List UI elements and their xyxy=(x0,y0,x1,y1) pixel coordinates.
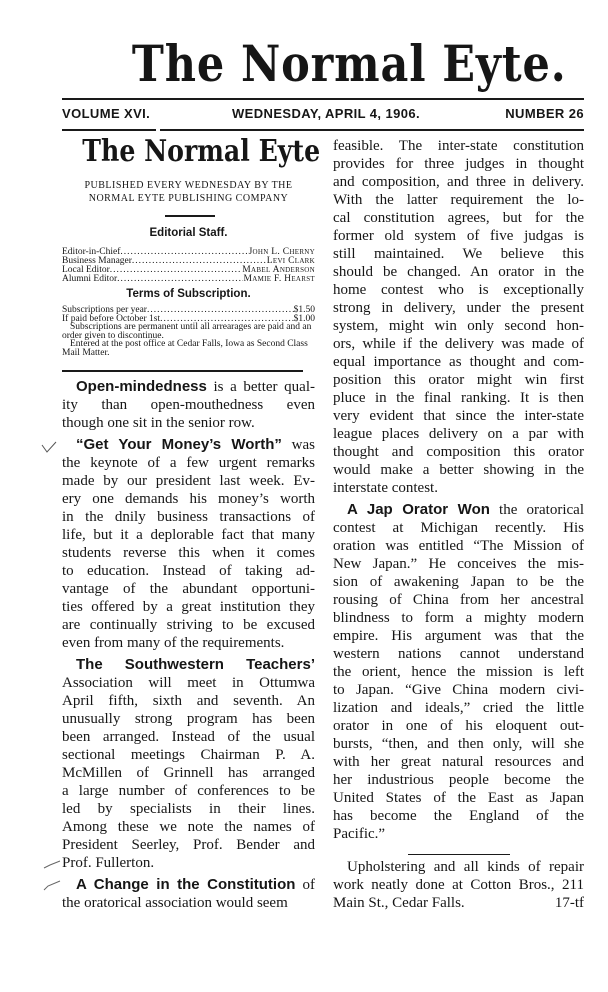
text-line xyxy=(333,753,584,771)
line-text: contest at Michigan recently. His xyxy=(333,520,584,536)
line-text: April fifth, sixth and seventh. An xyxy=(62,693,315,709)
text-line xyxy=(333,281,584,299)
text-line xyxy=(62,656,315,674)
line-text: a large number of conferences to be xyxy=(62,783,315,799)
line-text: bursts, “then, and then only, will she xyxy=(333,736,584,752)
text-line xyxy=(62,782,315,800)
line-text: vantage of the abundant opportuni- xyxy=(62,581,315,597)
subscription-label: If paid before October 1st xyxy=(62,314,161,324)
article-paragraph xyxy=(62,656,315,872)
line-text: position this orator might win first xyxy=(333,372,584,388)
line-text: should be changed. An orator in the xyxy=(333,264,584,280)
article-paragraph xyxy=(62,378,315,432)
subscription-price: $1.00 xyxy=(293,314,315,324)
pencil-check-icon xyxy=(42,860,62,870)
line-text: home contest who is exceptionally xyxy=(333,282,584,298)
line-text: provides for three judges in thought xyxy=(333,156,584,172)
line-text: even from many of the requirements. xyxy=(62,635,285,651)
line-text: was xyxy=(281,437,315,453)
text-line xyxy=(62,562,315,580)
staff-role: Business Manager xyxy=(62,256,132,266)
text-line xyxy=(333,717,584,735)
staff-role: Editor-in-Chief xyxy=(62,247,121,257)
line-text: Pacific.” xyxy=(333,826,386,842)
subscription-label: Subscriptions per year xyxy=(62,305,147,315)
dot-leader xyxy=(120,248,248,257)
text-line xyxy=(62,414,315,432)
text-line xyxy=(333,479,584,497)
line-text: students reverse this when it comes xyxy=(62,545,315,561)
text-line xyxy=(62,728,315,746)
line-text: thought and composition this orator xyxy=(333,444,584,460)
text-line xyxy=(62,674,315,692)
line-text: unusually strong program has been xyxy=(62,711,315,727)
text-line xyxy=(333,461,584,479)
article-headline: “Get Your Money’s Worth” xyxy=(76,436,282,453)
line-text: league places delivery on a par with xyxy=(333,426,584,442)
left-column xyxy=(62,378,315,916)
line-text: oration was entitled “The Mission of xyxy=(333,538,584,554)
staff-name: Levi Clark xyxy=(266,256,315,266)
text-line xyxy=(333,137,584,155)
subscription-price: $1.50 xyxy=(293,305,315,315)
box-bottom-rule xyxy=(62,370,303,372)
line-text: has become the England of the xyxy=(333,808,584,824)
text-line xyxy=(333,155,584,173)
text-line xyxy=(62,526,315,544)
text-line xyxy=(62,710,315,728)
text-line xyxy=(62,818,315,836)
text-line xyxy=(333,789,584,807)
line-text: the keynote of a few urgent remarks xyxy=(62,455,315,471)
ad-line: work neatly done at Cotton Bros., 211 xyxy=(333,877,584,893)
text-line xyxy=(62,490,315,508)
dateline-rule-right xyxy=(160,129,584,131)
ad-divider xyxy=(408,854,510,855)
line-text: pluce in the final ranking. It is then xyxy=(333,390,584,406)
volume-label: VOLUME XVI. xyxy=(62,106,151,121)
line-text: ity than open-mouthedness even xyxy=(62,397,315,413)
text-line xyxy=(62,472,315,490)
line-text: with her great natural resources and xyxy=(333,754,584,770)
line-text: feasible. The inter-state constitution xyxy=(333,138,584,154)
text-line xyxy=(333,501,584,519)
article-paragraph xyxy=(62,436,315,652)
text-line xyxy=(333,263,584,281)
staff-name: John L. Cherny xyxy=(248,247,315,257)
text-line xyxy=(333,353,584,371)
article-headline: A Change in the Constitution xyxy=(76,876,296,893)
staff-role: Local Editor xyxy=(62,265,110,275)
text-line xyxy=(62,894,315,912)
pencil-check-icon xyxy=(42,880,62,892)
text-line xyxy=(333,825,584,843)
text-line xyxy=(333,591,584,609)
text-line xyxy=(62,544,315,562)
line-text: Among these we note the names of xyxy=(62,819,315,835)
subscription-notes xyxy=(62,323,315,357)
ad-address: Main St., Cedar Falls. xyxy=(333,895,465,911)
line-text: system, might win only second hon- xyxy=(333,318,584,334)
text-line xyxy=(62,746,315,764)
text-line xyxy=(333,335,584,353)
text-line xyxy=(333,627,584,645)
line-text: and composition, and three in delivery. xyxy=(333,174,584,190)
text-line xyxy=(333,191,584,209)
box-title: The Normal Eyte xyxy=(82,134,321,169)
dateline-rule-left xyxy=(62,129,156,131)
text-line xyxy=(333,663,584,681)
ad-code: 17-tf xyxy=(554,895,584,911)
text-line xyxy=(333,389,584,407)
published-line: NORMAL EYTE PUBLISHING COMPANY xyxy=(88,193,289,204)
text-line xyxy=(333,771,584,789)
text-line xyxy=(62,508,315,526)
ad-line: Upholstering and all kinds of repair xyxy=(347,859,584,875)
staff-row xyxy=(62,275,315,284)
article-headline: The Southwestern Teachers’ xyxy=(76,656,315,673)
issue-date: WEDNESDAY, APRIL 4, 1906. xyxy=(232,106,420,121)
text-line xyxy=(62,436,315,454)
text-line xyxy=(62,634,315,652)
text-line xyxy=(333,407,584,425)
line-text: With the latter requirement the lo- xyxy=(333,192,584,208)
text-line xyxy=(333,807,584,825)
text-line xyxy=(62,616,315,634)
line-text: equal importance as thought and com- xyxy=(333,354,584,370)
line-text: McMillen of Grinnell has arranged xyxy=(62,765,315,781)
text-line xyxy=(333,173,584,191)
line-text: still maintained. We believe this xyxy=(333,246,584,262)
advertisement xyxy=(333,858,584,912)
text-line xyxy=(62,598,315,616)
text-line xyxy=(62,692,315,710)
text-line xyxy=(333,573,584,591)
line-text: United States of the East as Japan xyxy=(333,790,584,806)
pencil-check-icon xyxy=(40,441,58,455)
line-text: in the dnily business transactions of xyxy=(62,509,315,525)
newspaper-masthead: The Normal Eyte. xyxy=(131,34,567,93)
line-text: been arranged. Instead of the usual xyxy=(62,729,315,745)
line-text: interstate contest. xyxy=(333,480,438,496)
article-paragraph xyxy=(62,876,315,912)
subscription-heading: Terms of Subscription. xyxy=(126,288,251,300)
text-line xyxy=(62,854,315,872)
ad-line xyxy=(333,894,584,912)
text-line xyxy=(62,800,315,818)
line-text: strong in delivery, under the present xyxy=(333,300,584,316)
line-text: ties offered by a great institution they xyxy=(62,599,315,615)
line-text: of xyxy=(295,877,315,893)
text-line xyxy=(333,645,584,663)
line-text: rousing of China from her ancestral xyxy=(333,592,584,608)
line-text: very evident that since the inter-state xyxy=(333,408,584,424)
article-headline: A Jap Orator Won xyxy=(347,501,490,518)
text-line xyxy=(333,609,584,627)
dot-leader xyxy=(147,306,294,315)
line-text: sectional meetings Chairman P. A. xyxy=(62,747,315,763)
article-paragraph xyxy=(333,137,584,497)
text-line xyxy=(62,396,315,414)
text-line xyxy=(333,245,584,263)
box-divider xyxy=(165,215,215,217)
editorial-staff-heading: Editorial Staff. xyxy=(149,227,228,239)
line-text: is a better qual- xyxy=(206,379,315,395)
line-text: though one sit in the senior row. xyxy=(62,415,255,431)
line-text: ors, while if the delivery was made of xyxy=(333,336,584,352)
masthead-rule xyxy=(62,98,584,100)
line-text: her industrious people become the xyxy=(333,772,584,788)
text-line xyxy=(333,227,584,245)
text-line xyxy=(62,764,315,782)
line-text: the orient, hence the mission is left xyxy=(333,664,584,680)
line-text: to Japan. “Give China modern civi- xyxy=(333,682,584,698)
line-text: sion of awakening Japan to be the xyxy=(333,574,584,590)
line-text: lization and ideals,” cried the little xyxy=(333,700,584,716)
text-line xyxy=(333,209,584,227)
line-text: ery one demands his money’s worth xyxy=(62,491,315,507)
line-text: the oratorical xyxy=(489,502,584,518)
article-headline: Open-mindedness xyxy=(76,378,207,395)
line-text: made by our president last week. Ev- xyxy=(62,473,315,489)
line-text: orator in one of his eloquent out- xyxy=(333,718,584,734)
dot-leader xyxy=(110,266,243,275)
staff-name: Mamie F. Hearst xyxy=(243,274,315,284)
article-paragraph xyxy=(333,501,584,843)
line-text: life, but it a deplorable fact that many xyxy=(62,527,315,543)
line-text: empire. His argument was that the xyxy=(333,628,584,644)
text-line xyxy=(333,425,584,443)
text-line xyxy=(62,836,315,854)
line-text: led by specialists in their lines. xyxy=(62,801,315,817)
text-line xyxy=(62,580,315,598)
line-text: the oratorical association would seem xyxy=(62,895,288,911)
text-line xyxy=(333,299,584,317)
line-text: western nations cannot understand xyxy=(333,646,584,662)
text-line xyxy=(333,371,584,389)
text-line xyxy=(333,443,584,461)
note-post-office: Entered at the post office at Cedar Falls, Iowa as Second Class Mail Matter. xyxy=(62,339,308,358)
published-line: PUBLISHED EVERY WEDNESDAY BY THE xyxy=(84,180,293,191)
line-text: Prof. Fullerton. xyxy=(62,855,155,871)
dateline xyxy=(62,106,584,122)
line-text: to education. Instead of taking ad- xyxy=(62,563,315,579)
text-line xyxy=(333,537,584,555)
text-line xyxy=(333,681,584,699)
text-line xyxy=(333,699,584,717)
line-text: former old system of five judgas is xyxy=(333,228,584,244)
dot-leader xyxy=(117,275,243,284)
line-text: are continually striving to be excused xyxy=(62,617,315,633)
line-text: blindness to form a mighty modern xyxy=(333,610,584,626)
line-text: cal constitution agrees, but for the xyxy=(333,210,584,226)
text-line xyxy=(333,519,584,537)
line-text: would make a better showing in the xyxy=(333,462,584,478)
text-line xyxy=(333,735,584,753)
issue-number: NUMBER 26 xyxy=(505,106,584,121)
staff-name: Mabel Anderson xyxy=(242,265,315,275)
text-line xyxy=(62,378,315,396)
text-line xyxy=(333,555,584,573)
staff-role: Alumni Editor xyxy=(62,274,118,284)
text-line xyxy=(333,317,584,335)
line-text: New Japan.” He conceives the mis- xyxy=(333,556,584,572)
text-line xyxy=(62,876,315,894)
line-text: President Seerley, Prof. Bender and xyxy=(62,837,315,853)
right-column xyxy=(333,137,584,847)
line-text: Association will meet in Ottumwa xyxy=(62,675,315,691)
note-permanent: Subscriptions are permanent until all arrearages are paid and an order given to discontinue. xyxy=(62,322,312,341)
text-line xyxy=(62,454,315,472)
